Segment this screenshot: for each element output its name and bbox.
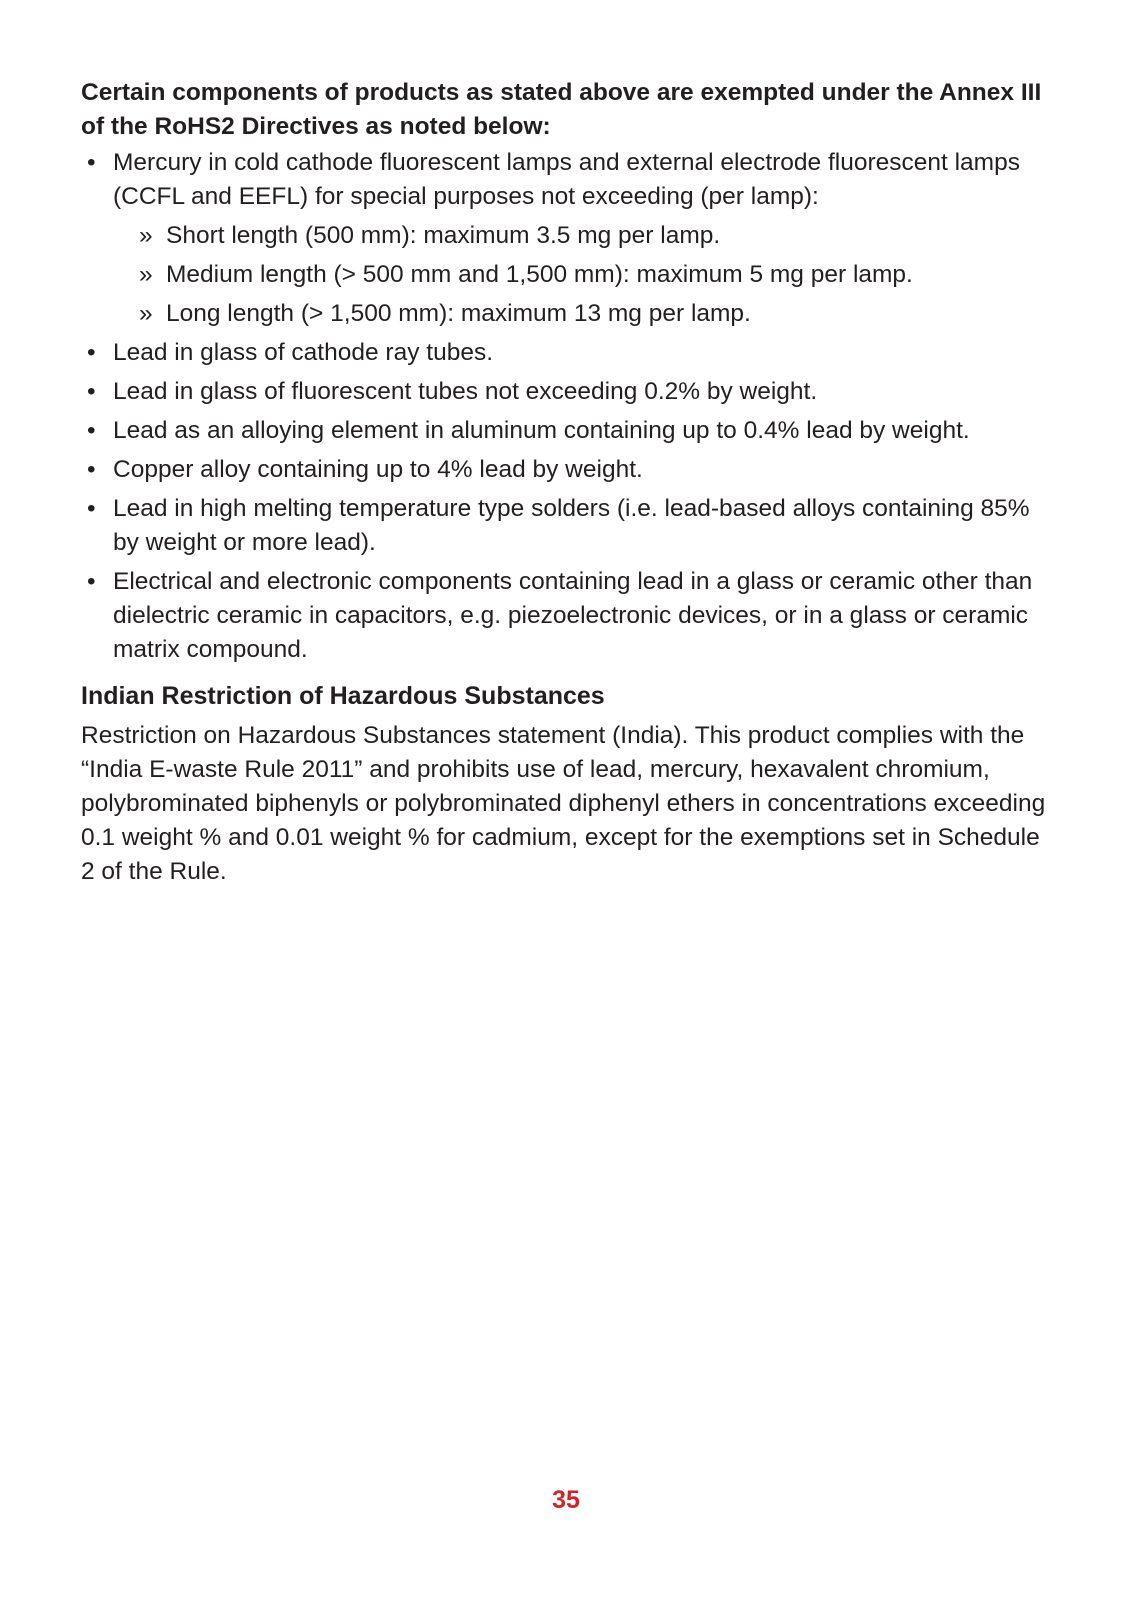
list-item — [81, 565, 1051, 667]
list-item-text: Lead in glass of cathode ray tubes. — [113, 339, 494, 366]
list-item — [81, 414, 1051, 448]
list-item-text: Lead in high melting temperature type solders (i.e. lead-based alloys containing 85% by weight or more lead). — [113, 495, 1030, 556]
list-item-text: Lead in glass of fluorescent tubes not exceeding 0.2% by weight. — [113, 378, 818, 405]
bullet-marker: • — [87, 378, 96, 405]
page-content — [81, 76, 1051, 889]
bullet-marker: • — [87, 417, 96, 444]
sub-list-item-text: Short length (500 mm): maximum 3.5 mg per lamp. — [166, 222, 721, 249]
sub-bullet-marker: » — [139, 300, 153, 327]
list-item-text: Lead as an alloying element in aluminum containing up to 0.4% lead by weight. — [113, 417, 970, 444]
section-body-text: Restriction on Hazardous Substances statement (India). This product complies with the “India E-waste Rule 2011” and prohibits use of lead, mercury, hexavalent chromium, polybrominated biphenyls or polybrominated diphenyl ethers in concentrations exceeding 0.1 weight % and 0.01 weight % for cadmium, except for the exemptions set in Schedule 2 of the Rule. — [81, 722, 1046, 885]
exemption-intro: Certain components of products as stated above are exempted under the Annex III of the RoHS2 Directives as noted below: — [81, 79, 1042, 140]
list-item-text: Copper alloy containing up to 4% lead by weight. — [113, 456, 643, 483]
sub-list-item — [113, 297, 1051, 331]
sub-bullet-marker: » — [139, 261, 153, 288]
sub-list-item-text: Long length (> 1,500 mm): maximum 13 mg per lamp. — [166, 300, 751, 327]
bullet-marker: • — [87, 149, 96, 176]
list-item — [81, 146, 1051, 331]
list-item — [81, 453, 1051, 487]
bullet-marker: • — [87, 339, 96, 366]
bullet-marker: • — [87, 495, 96, 522]
sub-bullet-marker: » — [139, 222, 153, 249]
page-number: 35 — [552, 1486, 580, 1514]
exemption-list — [81, 146, 1051, 667]
list-item — [81, 375, 1051, 409]
sub-list-item-text: Medium length (> 500 mm and 1,500 mm): maximum 5 mg per lamp. — [166, 261, 913, 288]
list-item-text: Mercury in cold cathode fluorescent lamps and external electrode fluorescent lamps (CCFL and EEFL) for special purposes not exceeding (per lamp): — [113, 149, 1020, 210]
bullet-marker: • — [87, 568, 96, 595]
list-item — [81, 492, 1051, 560]
sub-list-item — [113, 258, 1051, 292]
mercury-sublist — [113, 219, 1051, 331]
section-heading: Indian Restriction of Hazardous Substances — [81, 682, 605, 710]
sub-list-item — [113, 219, 1051, 253]
bullet-marker: • — [87, 456, 96, 483]
list-item-text: Electrical and electronic components containing lead in a glass or ceramic other than dielectric ceramic in capacitors, e.g. piezoelectronic devices, or in a glass or ceramic matrix compound. — [113, 568, 1033, 663]
list-item — [81, 336, 1051, 370]
